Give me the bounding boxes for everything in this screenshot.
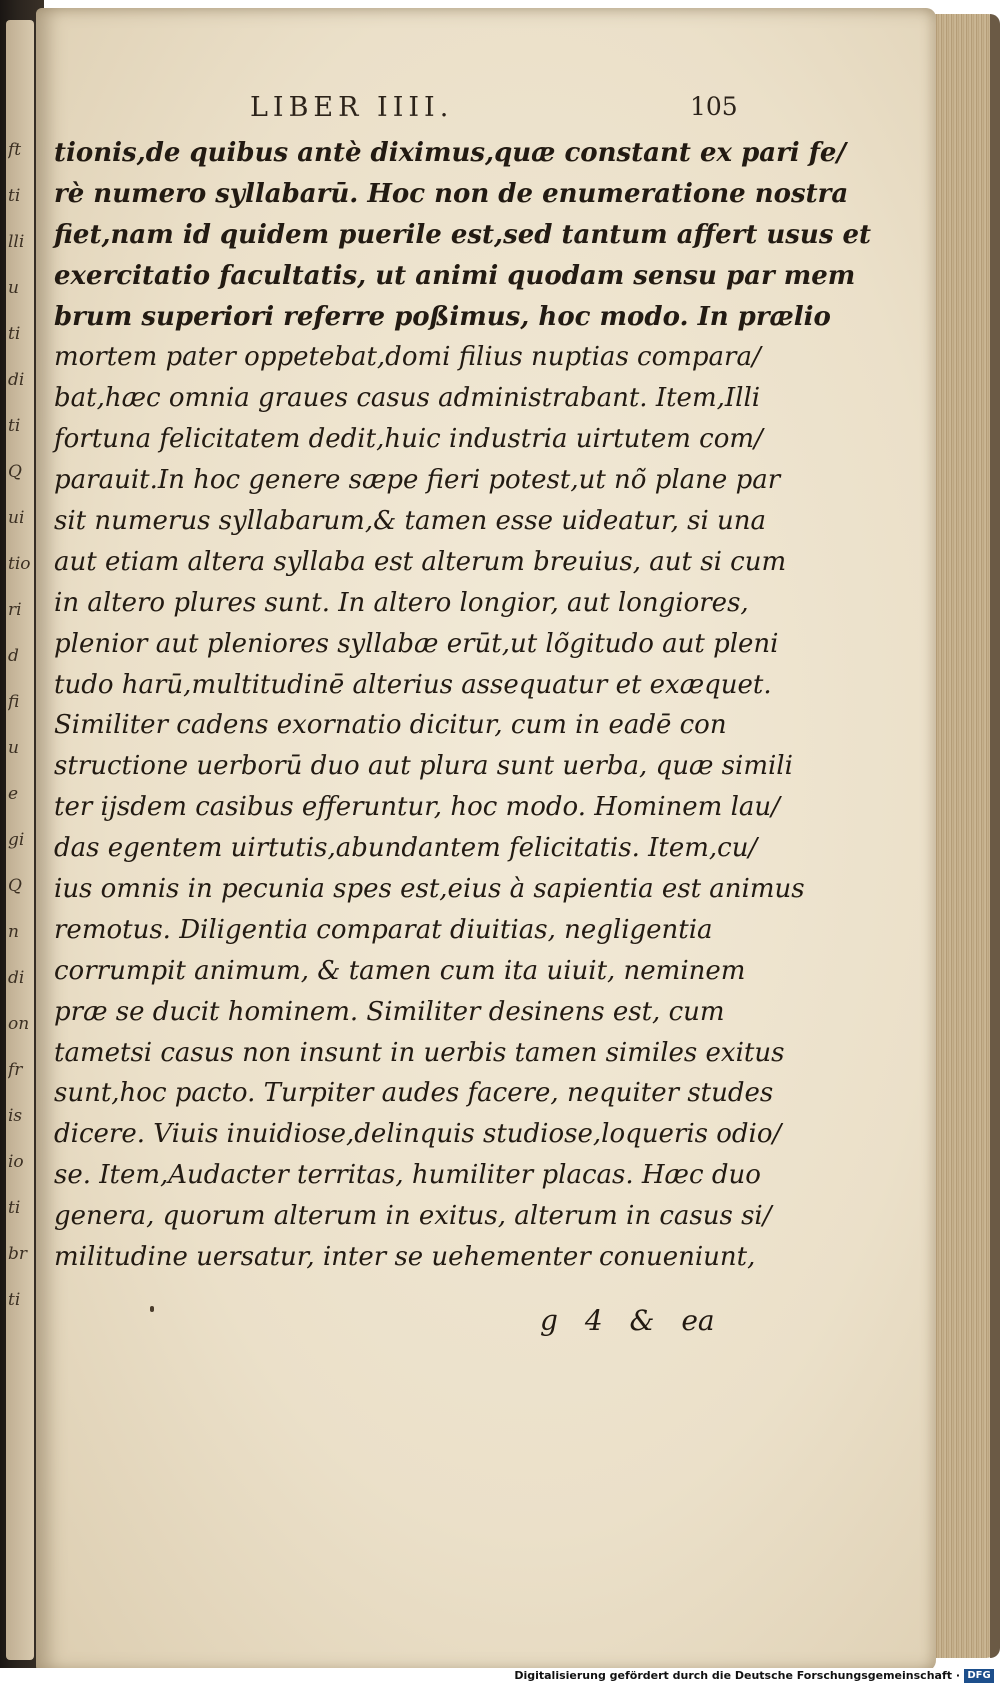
facing-page-text-fragment: u — [8, 738, 19, 758]
text-line: mortem pater oppetebat,domi filius nuptias compara/ — [54, 342, 761, 373]
book-cover-edge — [990, 14, 1000, 1658]
facing-page-fragment — [6, 20, 34, 1660]
facing-page-text-fragment: ui — [8, 508, 25, 528]
facing-page-text-fragment: Q — [8, 462, 22, 482]
facing-page-text-fragment: ft — [8, 140, 22, 160]
text-line: fortuna felicitatem dedit,huic industria uirtutem com/ — [54, 424, 763, 455]
text-line: das egentem uirtutis,abundantem felicitatis. Item,cu/ — [54, 833, 758, 864]
facing-page-text-fragment: br — [8, 1244, 28, 1264]
facing-page-text-fragment: is — [8, 1106, 23, 1126]
text-line: militudine uersatur, inter se uehementer conueniunt, — [54, 1242, 756, 1273]
page-number: 105 — [690, 92, 738, 121]
text-line: in altero plures sunt. In altero longior, aut longiores, — [54, 587, 749, 618]
facing-page-text-fragment: di — [8, 968, 25, 988]
facing-page-text-fragment: gi — [8, 830, 25, 850]
facing-page-text-fragment: d — [8, 646, 19, 666]
ink-mark — [150, 1306, 154, 1312]
text-line: ius omnis in pecunia spes est,eius à sapientia est animus — [54, 874, 805, 905]
text-line: dicere. Viuis inuidiose,delinquis studiose,loqueris odio/ — [54, 1119, 782, 1150]
text-line: genera, quorum alterum in exitus, alterum in casus si/ — [54, 1201, 772, 1232]
facing-page-text-fragment: ti — [8, 416, 21, 436]
dfg-logo: DFG — [964, 1669, 994, 1683]
text-line: plenior aut pleniores syllabæ erūt,ut lõgitudo aut pleni — [54, 628, 779, 659]
text-line: Similiter cadens exornatio dicitur, cum in eadē con — [54, 710, 727, 741]
text-line: remotus. Diligentia comparat diuitias, negligentia — [54, 914, 713, 945]
facing-page-text-fragment: fr — [8, 1060, 23, 1080]
facing-page-text-fragment: on — [8, 1014, 30, 1034]
facing-page-text-fragment: ti — [8, 1198, 21, 1218]
text-line: sit numerus syllabarum,& tamen esse uideatur, si una — [54, 506, 767, 537]
facing-page-text-fragment: fi — [8, 692, 20, 712]
text-line: corrumpit animum, & tamen cum ita uiuit, neminem — [54, 955, 746, 986]
text-line: ter ijsdem casibus efferuntur, hoc modo. Hominem lau/ — [54, 792, 780, 823]
facing-page-text-fragment: io — [8, 1152, 24, 1172]
text-line: brum superiori referre poßimus, hoc modo. In prælio — [54, 301, 831, 332]
text-line: tionis,de quibus antè diximus,quæ constant ex pari fe/ — [54, 138, 846, 168]
facing-page-text-fragment: di — [8, 370, 25, 390]
facing-page-text-fragment: ti — [8, 186, 21, 206]
text-line: se. Item,Audacter territas, humiliter placas. Hæc duo — [54, 1160, 761, 1191]
text-line: exercitatio facultatis, ut animi quodam sensu par mem — [54, 260, 856, 291]
text-line: præ se ducit hominem. Similiter desinens est, cum — [54, 996, 725, 1027]
digitization-credit: Digitalisierung gefördert durch die Deutsche Forschungsgemeinschaft · — [514, 1669, 960, 1682]
facing-page-text-fragment: lli — [8, 232, 25, 252]
facing-page-text-fragment: ti — [8, 1290, 21, 1310]
facing-page-text-fragment: u — [8, 278, 19, 298]
text-line: rè numero syllabarū. Hoc non de enumeratione nostra — [54, 178, 849, 209]
facing-page-text-fragment: tio — [8, 554, 31, 574]
text-line: aut etiam altera syllaba est alterum breuius, aut si cum — [54, 546, 787, 577]
facing-page-text-fragment: n — [8, 922, 19, 942]
text-line: fiet,nam id quidem puerile est,sed tantum affert usus et — [54, 219, 872, 250]
facing-page-text-fragment: Q — [8, 876, 22, 896]
running-head: LIBER IIII. — [250, 92, 454, 123]
main-text-block — [54, 133, 872, 1278]
page-fore-edge — [932, 14, 1000, 1658]
facing-page-text-fragment: ti — [8, 324, 21, 344]
text-line: sunt,hoc pacto. Turpiter audes facere, nequiter studes — [54, 1078, 774, 1109]
signature-mark: g 4 & ea — [540, 1304, 715, 1337]
facing-page-text-fragment: e — [8, 784, 19, 804]
facing-page-text-fragment: ri — [8, 600, 22, 620]
text-line: parauit.In hoc genere sæpe fieri potest,ut nõ plane par — [54, 465, 781, 496]
text-line: tametsi casus non insunt in uerbis tamen similes exitus — [54, 1037, 785, 1068]
text-line: structione uerborū duo aut plura sunt uerba, quæ simili — [54, 751, 793, 782]
text-line: tudo harū,multitudinē alterius assequatur et exæquet. — [54, 669, 772, 700]
text-line: bat,hæc omnia graues casus administrabant. Item,Illi — [54, 383, 761, 414]
